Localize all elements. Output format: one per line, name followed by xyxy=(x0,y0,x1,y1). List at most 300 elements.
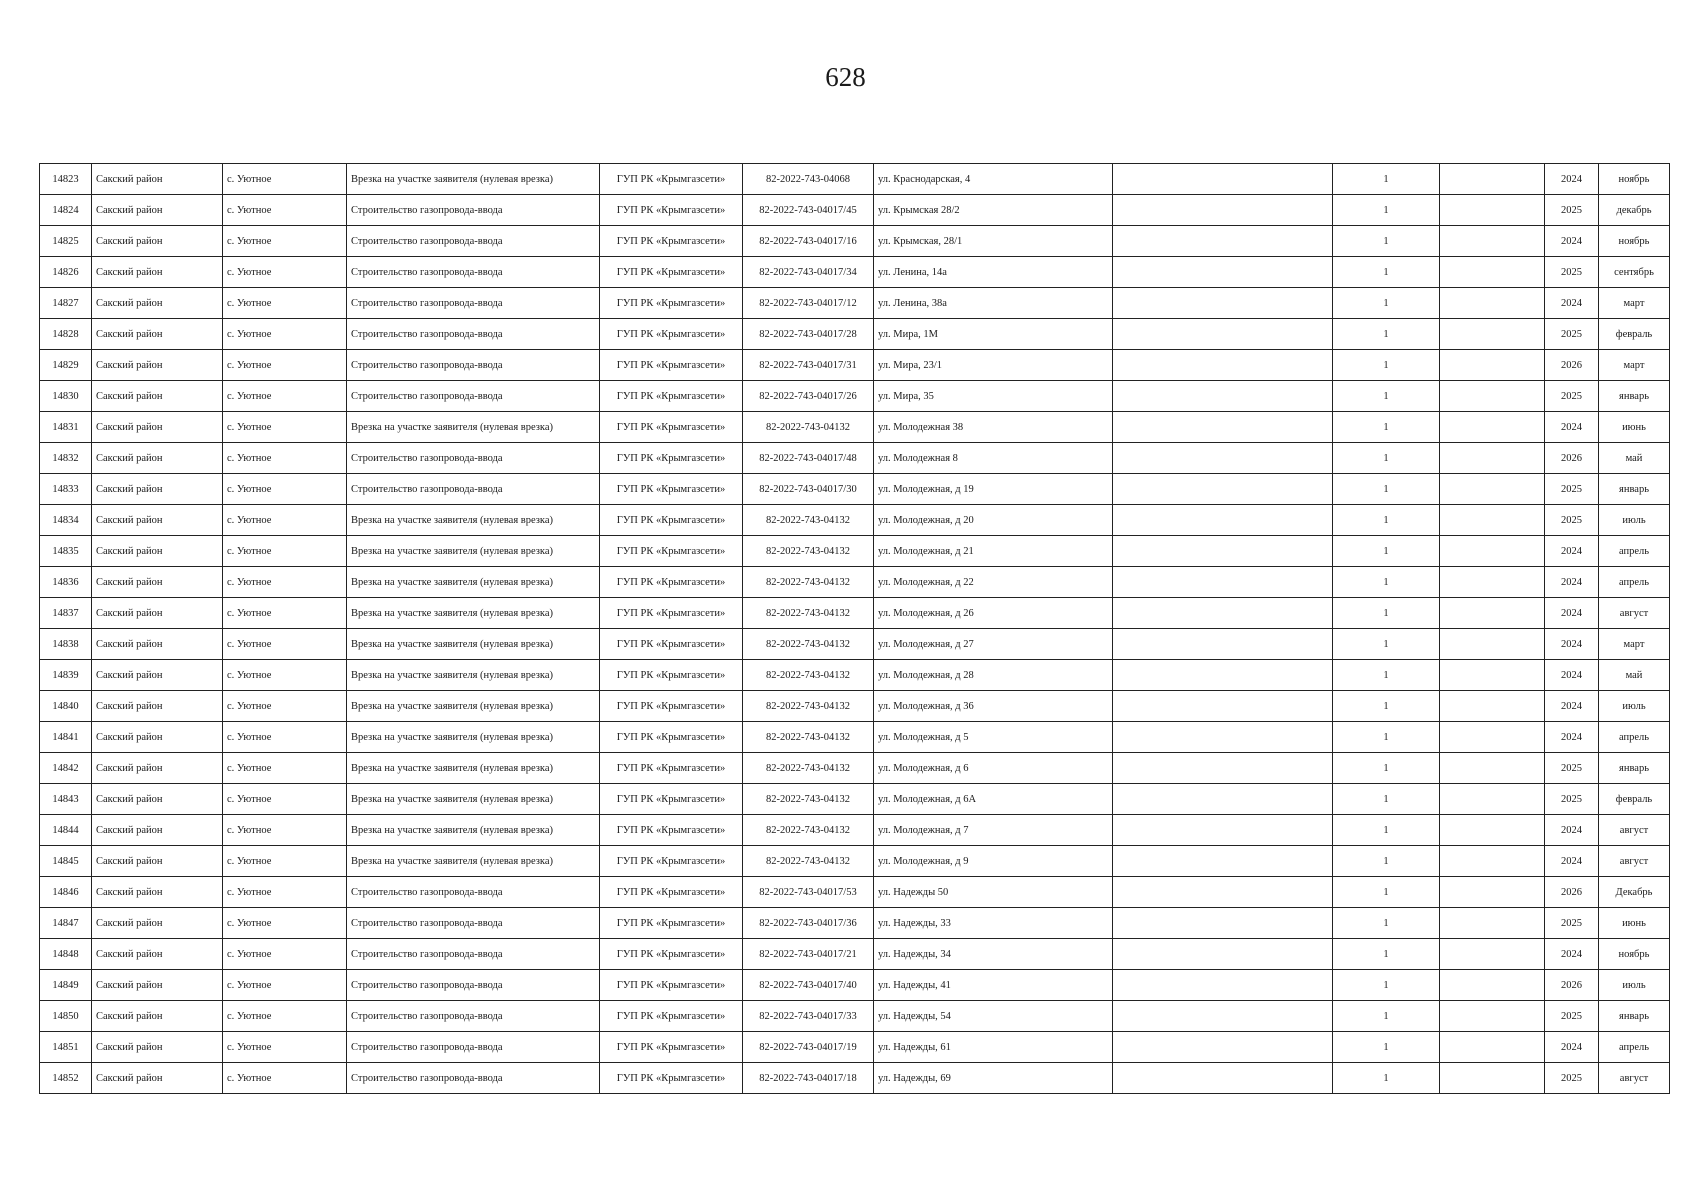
month-cell: май xyxy=(1599,660,1670,691)
month-cell: август xyxy=(1599,1063,1670,1094)
blank-cell xyxy=(1440,815,1545,846)
row-number: 14834 xyxy=(40,505,92,536)
quantity-cell: 1 xyxy=(1333,970,1440,1001)
blank-cell xyxy=(1440,288,1545,319)
organization-cell: ГУП РК «Крымгазсети» xyxy=(600,195,743,226)
village-cell: с. Уютное xyxy=(223,722,347,753)
year-cell: 2026 xyxy=(1545,877,1599,908)
row-number: 14844 xyxy=(40,815,92,846)
district-cell: Сакский район xyxy=(92,1001,223,1032)
application-code-cell: 82-2022-743-04132 xyxy=(743,753,874,784)
village-cell: с. Уютное xyxy=(223,567,347,598)
work-type-cell: Врезка на участке заявителя (нулевая врезка) xyxy=(347,660,600,691)
quantity-cell: 1 xyxy=(1333,164,1440,195)
year-cell: 2025 xyxy=(1545,505,1599,536)
application-code-cell: 82-2022-743-04017/40 xyxy=(743,970,874,1001)
address-cell: ул. Мира, 1М xyxy=(874,319,1113,350)
quantity-cell: 1 xyxy=(1333,598,1440,629)
blank-cell xyxy=(1113,288,1333,319)
blank-cell xyxy=(1440,226,1545,257)
address-cell: ул. Молодежная, д 9 xyxy=(874,846,1113,877)
table-row xyxy=(40,629,1670,660)
blank-cell xyxy=(1440,164,1545,195)
year-cell: 2024 xyxy=(1545,722,1599,753)
month-cell: апрель xyxy=(1599,567,1670,598)
village-cell: с. Уютное xyxy=(223,691,347,722)
application-code-cell: 82-2022-743-04017/30 xyxy=(743,474,874,505)
village-cell: с. Уютное xyxy=(223,195,347,226)
row-number: 14831 xyxy=(40,412,92,443)
address-cell: ул. Молодежная, д 22 xyxy=(874,567,1113,598)
work-type-cell: Строительство газопровода-ввода xyxy=(347,288,600,319)
application-code-cell: 82-2022-743-04017/28 xyxy=(743,319,874,350)
blank-cell xyxy=(1440,877,1545,908)
district-cell: Сакский район xyxy=(92,412,223,443)
table-row xyxy=(40,691,1670,722)
quantity-cell: 1 xyxy=(1333,1063,1440,1094)
blank-cell xyxy=(1113,1032,1333,1063)
organization-cell: ГУП РК «Крымгазсети» xyxy=(600,474,743,505)
year-cell: 2024 xyxy=(1545,567,1599,598)
village-cell: с. Уютное xyxy=(223,1001,347,1032)
organization-cell: ГУП РК «Крымгазсети» xyxy=(600,257,743,288)
district-cell: Сакский район xyxy=(92,288,223,319)
district-cell: Сакский район xyxy=(92,660,223,691)
row-number: 14847 xyxy=(40,908,92,939)
organization-cell: ГУП РК «Крымгазсети» xyxy=(600,1032,743,1063)
blank-cell xyxy=(1113,567,1333,598)
month-cell: июль xyxy=(1599,970,1670,1001)
application-code-cell: 82-2022-743-04132 xyxy=(743,505,874,536)
district-cell: Сакский район xyxy=(92,753,223,784)
organization-cell: ГУП РК «Крымгазсети» xyxy=(600,598,743,629)
application-code-cell: 82-2022-743-04132 xyxy=(743,629,874,660)
district-cell: Сакский район xyxy=(92,164,223,195)
quantity-cell: 1 xyxy=(1333,443,1440,474)
application-code-cell: 82-2022-743-04017/34 xyxy=(743,257,874,288)
row-number: 14838 xyxy=(40,629,92,660)
month-cell: Декабрь xyxy=(1599,877,1670,908)
row-number: 14828 xyxy=(40,319,92,350)
work-type-cell: Врезка на участке заявителя (нулевая врезка) xyxy=(347,784,600,815)
blank-cell xyxy=(1440,319,1545,350)
district-cell: Сакский район xyxy=(92,474,223,505)
table-row xyxy=(40,567,1670,598)
blank-cell xyxy=(1440,536,1545,567)
work-type-cell: Строительство газопровода-ввода xyxy=(347,350,600,381)
table-row xyxy=(40,1001,1670,1032)
village-cell: с. Уютное xyxy=(223,877,347,908)
blank-cell xyxy=(1440,939,1545,970)
organization-cell: ГУП РК «Крымгазсети» xyxy=(600,443,743,474)
table-row xyxy=(40,939,1670,970)
month-cell: декабрь xyxy=(1599,195,1670,226)
year-cell: 2024 xyxy=(1545,691,1599,722)
work-type-cell: Врезка на участке заявителя (нулевая врезка) xyxy=(347,505,600,536)
blank-cell xyxy=(1440,846,1545,877)
organization-cell: ГУП РК «Крымгазсети» xyxy=(600,629,743,660)
village-cell: с. Уютное xyxy=(223,381,347,412)
year-cell: 2024 xyxy=(1545,288,1599,319)
month-cell: сентябрь xyxy=(1599,257,1670,288)
organization-cell: ГУП РК «Крымгазсети» xyxy=(600,226,743,257)
work-type-cell: Строительство газопровода-ввода xyxy=(347,1032,600,1063)
blank-cell xyxy=(1440,753,1545,784)
organization-cell: ГУП РК «Крымгазсети» xyxy=(600,505,743,536)
district-cell: Сакский район xyxy=(92,567,223,598)
month-cell: апрель xyxy=(1599,1032,1670,1063)
address-cell: ул. Молодежная, д 26 xyxy=(874,598,1113,629)
year-cell: 2024 xyxy=(1545,536,1599,567)
district-cell: Сакский район xyxy=(92,505,223,536)
month-cell: апрель xyxy=(1599,536,1670,567)
month-cell: ноябрь xyxy=(1599,164,1670,195)
blank-cell xyxy=(1113,505,1333,536)
blank-cell xyxy=(1440,474,1545,505)
application-code-cell: 82-2022-743-04132 xyxy=(743,536,874,567)
work-type-cell: Строительство газопровода-ввода xyxy=(347,381,600,412)
row-number: 14830 xyxy=(40,381,92,412)
row-number: 14829 xyxy=(40,350,92,381)
district-cell: Сакский район xyxy=(92,629,223,660)
address-cell: ул. Молодежная, д 27 xyxy=(874,629,1113,660)
blank-cell xyxy=(1440,443,1545,474)
work-type-cell: Врезка на участке заявителя (нулевая врезка) xyxy=(347,753,600,784)
work-type-cell: Строительство газопровода-ввода xyxy=(347,474,600,505)
row-number: 14840 xyxy=(40,691,92,722)
district-cell: Сакский район xyxy=(92,598,223,629)
blank-cell xyxy=(1440,908,1545,939)
address-cell: ул. Молодежная, д 19 xyxy=(874,474,1113,505)
district-cell: Сакский район xyxy=(92,939,223,970)
blank-cell xyxy=(1440,1063,1545,1094)
address-cell: ул. Молодежная, д 7 xyxy=(874,815,1113,846)
district-cell: Сакский район xyxy=(92,443,223,474)
year-cell: 2026 xyxy=(1545,443,1599,474)
organization-cell: ГУП РК «Крымгазсети» xyxy=(600,846,743,877)
address-cell: ул. Крымская 28/2 xyxy=(874,195,1113,226)
organization-cell: ГУП РК «Крымгазсети» xyxy=(600,753,743,784)
blank-cell xyxy=(1440,257,1545,288)
blank-cell xyxy=(1113,257,1333,288)
row-number: 14845 xyxy=(40,846,92,877)
work-type-cell: Врезка на участке заявителя (нулевая врезка) xyxy=(347,691,600,722)
quantity-cell: 1 xyxy=(1333,474,1440,505)
quantity-cell: 1 xyxy=(1333,319,1440,350)
work-type-cell: Строительство газопровода-ввода xyxy=(347,257,600,288)
year-cell: 2024 xyxy=(1545,412,1599,443)
blank-cell xyxy=(1113,908,1333,939)
blank-cell xyxy=(1113,970,1333,1001)
quantity-cell: 1 xyxy=(1333,939,1440,970)
application-code-cell: 82-2022-743-04017/45 xyxy=(743,195,874,226)
year-cell: 2025 xyxy=(1545,1063,1599,1094)
address-cell: ул. Надежды, 54 xyxy=(874,1001,1113,1032)
organization-cell: ГУП РК «Крымгазсети» xyxy=(600,567,743,598)
year-cell: 2024 xyxy=(1545,1032,1599,1063)
quantity-cell: 1 xyxy=(1333,288,1440,319)
row-number: 14841 xyxy=(40,722,92,753)
address-cell: ул. Надежды, 34 xyxy=(874,939,1113,970)
quantity-cell: 1 xyxy=(1333,505,1440,536)
work-type-cell: Врезка на участке заявителя (нулевая врезка) xyxy=(347,722,600,753)
application-code-cell: 82-2022-743-04017/19 xyxy=(743,1032,874,1063)
quantity-cell: 1 xyxy=(1333,908,1440,939)
village-cell: с. Уютное xyxy=(223,164,347,195)
month-cell: февраль xyxy=(1599,319,1670,350)
row-number: 14827 xyxy=(40,288,92,319)
village-cell: с. Уютное xyxy=(223,1032,347,1063)
blank-cell xyxy=(1440,195,1545,226)
district-cell: Сакский район xyxy=(92,877,223,908)
table-row xyxy=(40,877,1670,908)
organization-cell: ГУП РК «Крымгазсети» xyxy=(600,164,743,195)
blank-cell xyxy=(1113,846,1333,877)
work-type-cell: Строительство газопровода-ввода xyxy=(347,1001,600,1032)
table-row xyxy=(40,350,1670,381)
month-cell: июнь xyxy=(1599,908,1670,939)
row-number: 14842 xyxy=(40,753,92,784)
table-row xyxy=(40,474,1670,505)
quantity-cell: 1 xyxy=(1333,412,1440,443)
row-number: 14824 xyxy=(40,195,92,226)
blank-cell xyxy=(1113,598,1333,629)
month-cell: июнь xyxy=(1599,412,1670,443)
application-code-cell: 82-2022-743-04017/31 xyxy=(743,350,874,381)
blank-cell xyxy=(1113,412,1333,443)
work-type-cell: Строительство газопровода-ввода xyxy=(347,195,600,226)
table-row xyxy=(40,257,1670,288)
blank-cell xyxy=(1440,412,1545,443)
row-number: 14851 xyxy=(40,1032,92,1063)
blank-cell xyxy=(1113,815,1333,846)
district-cell: Сакский район xyxy=(92,1032,223,1063)
year-cell: 2024 xyxy=(1545,846,1599,877)
district-cell: Сакский район xyxy=(92,536,223,567)
organization-cell: ГУП РК «Крымгазсети» xyxy=(600,350,743,381)
address-cell: ул. Надежды, 41 xyxy=(874,970,1113,1001)
work-type-cell: Врезка на участке заявителя (нулевая врезка) xyxy=(347,846,600,877)
application-code-cell: 82-2022-743-04132 xyxy=(743,722,874,753)
table-row xyxy=(40,319,1670,350)
blank-cell xyxy=(1440,1001,1545,1032)
village-cell: с. Уютное xyxy=(223,474,347,505)
application-code-cell: 82-2022-743-04132 xyxy=(743,784,874,815)
district-cell: Сакский район xyxy=(92,195,223,226)
work-type-cell: Строительство газопровода-ввода xyxy=(347,226,600,257)
table-row xyxy=(40,288,1670,319)
month-cell: январь xyxy=(1599,474,1670,505)
application-code-cell: 82-2022-743-04017/48 xyxy=(743,443,874,474)
row-number: 14837 xyxy=(40,598,92,629)
quantity-cell: 1 xyxy=(1333,195,1440,226)
blank-cell xyxy=(1440,629,1545,660)
month-cell: июль xyxy=(1599,691,1670,722)
address-cell: ул. Краснодарская, 4 xyxy=(874,164,1113,195)
blank-cell xyxy=(1113,722,1333,753)
blank-cell xyxy=(1113,164,1333,195)
table-row xyxy=(40,443,1670,474)
village-cell: с. Уютное xyxy=(223,226,347,257)
district-cell: Сакский район xyxy=(92,691,223,722)
district-cell: Сакский район xyxy=(92,908,223,939)
address-cell: ул. Надежды, 61 xyxy=(874,1032,1113,1063)
year-cell: 2024 xyxy=(1545,815,1599,846)
work-type-cell: Врезка на участке заявителя (нулевая врезка) xyxy=(347,164,600,195)
application-code-cell: 82-2022-743-04132 xyxy=(743,660,874,691)
table-row xyxy=(40,1032,1670,1063)
year-cell: 2025 xyxy=(1545,908,1599,939)
row-number: 14839 xyxy=(40,660,92,691)
row-number: 14852 xyxy=(40,1063,92,1094)
village-cell: с. Уютное xyxy=(223,908,347,939)
year-cell: 2025 xyxy=(1545,784,1599,815)
district-cell: Сакский район xyxy=(92,350,223,381)
village-cell: с. Уютное xyxy=(223,319,347,350)
application-code-cell: 82-2022-743-04017/16 xyxy=(743,226,874,257)
blank-cell xyxy=(1440,381,1545,412)
blank-cell xyxy=(1440,691,1545,722)
blank-cell xyxy=(1113,443,1333,474)
village-cell: с. Уютное xyxy=(223,257,347,288)
village-cell: с. Уютное xyxy=(223,505,347,536)
month-cell: март xyxy=(1599,288,1670,319)
row-number: 14836 xyxy=(40,567,92,598)
quantity-cell: 1 xyxy=(1333,753,1440,784)
year-cell: 2026 xyxy=(1545,350,1599,381)
application-code-cell: 82-2022-743-04132 xyxy=(743,598,874,629)
address-cell: ул. Ленина, 14а xyxy=(874,257,1113,288)
village-cell: с. Уютное xyxy=(223,598,347,629)
work-type-cell: Врезка на участке заявителя (нулевая врезка) xyxy=(347,629,600,660)
quantity-cell: 1 xyxy=(1333,629,1440,660)
work-type-cell: Строительство газопровода-ввода xyxy=(347,908,600,939)
village-cell: с. Уютное xyxy=(223,815,347,846)
month-cell: март xyxy=(1599,350,1670,381)
quantity-cell: 1 xyxy=(1333,846,1440,877)
work-type-cell: Врезка на участке заявителя (нулевая врезка) xyxy=(347,815,600,846)
work-type-cell: Врезка на участке заявителя (нулевая врезка) xyxy=(347,536,600,567)
address-cell: ул. Молодежная, д 28 xyxy=(874,660,1113,691)
village-cell: с. Уютное xyxy=(223,288,347,319)
row-number: 14826 xyxy=(40,257,92,288)
blank-cell xyxy=(1440,784,1545,815)
table-row xyxy=(40,505,1670,536)
quantity-cell: 1 xyxy=(1333,381,1440,412)
district-cell: Сакский район xyxy=(92,381,223,412)
quantity-cell: 1 xyxy=(1333,257,1440,288)
table-row xyxy=(40,412,1670,443)
table-row xyxy=(40,815,1670,846)
district-cell: Сакский район xyxy=(92,970,223,1001)
blank-cell xyxy=(1113,877,1333,908)
blank-cell xyxy=(1440,970,1545,1001)
work-type-cell: Строительство газопровода-ввода xyxy=(347,877,600,908)
work-type-cell: Врезка на участке заявителя (нулевая врезка) xyxy=(347,412,600,443)
village-cell: с. Уютное xyxy=(223,660,347,691)
village-cell: с. Уютное xyxy=(223,939,347,970)
application-code-cell: 82-2022-743-04132 xyxy=(743,815,874,846)
quantity-cell: 1 xyxy=(1333,722,1440,753)
page-number: 628 xyxy=(825,62,866,92)
organization-cell: ГУП РК «Крымгазсети» xyxy=(600,1001,743,1032)
address-cell: ул. Молодежная, д 21 xyxy=(874,536,1113,567)
year-cell: 2024 xyxy=(1545,629,1599,660)
row-number: 14849 xyxy=(40,970,92,1001)
blank-cell xyxy=(1113,195,1333,226)
blank-cell xyxy=(1113,753,1333,784)
work-type-cell: Строительство газопровода-ввода xyxy=(347,939,600,970)
organization-cell: ГУП РК «Крымгазсети» xyxy=(600,970,743,1001)
year-cell: 2025 xyxy=(1545,319,1599,350)
district-cell: Сакский район xyxy=(92,257,223,288)
blank-cell xyxy=(1113,629,1333,660)
table-row xyxy=(40,846,1670,877)
year-cell: 2025 xyxy=(1545,381,1599,412)
work-type-cell: Строительство газопровода-ввода xyxy=(347,443,600,474)
application-code-cell: 82-2022-743-04017/33 xyxy=(743,1001,874,1032)
month-cell: март xyxy=(1599,629,1670,660)
village-cell: с. Уютное xyxy=(223,1063,347,1094)
row-number: 14846 xyxy=(40,877,92,908)
address-cell: ул. Ленина, 38а xyxy=(874,288,1113,319)
row-number: 14848 xyxy=(40,939,92,970)
application-code-cell: 82-2022-743-04132 xyxy=(743,691,874,722)
blank-cell xyxy=(1113,319,1333,350)
quantity-cell: 1 xyxy=(1333,660,1440,691)
application-code-cell: 82-2022-743-04132 xyxy=(743,567,874,598)
quantity-cell: 1 xyxy=(1333,877,1440,908)
blank-cell xyxy=(1113,939,1333,970)
year-cell: 2024 xyxy=(1545,226,1599,257)
quantity-cell: 1 xyxy=(1333,1001,1440,1032)
address-cell: ул. Надежды, 33 xyxy=(874,908,1113,939)
year-cell: 2024 xyxy=(1545,164,1599,195)
address-cell: ул. Мира, 35 xyxy=(874,381,1113,412)
table-row xyxy=(40,753,1670,784)
application-code-cell: 82-2022-743-04132 xyxy=(743,846,874,877)
work-type-cell: Врезка на участке заявителя (нулевая врезка) xyxy=(347,567,600,598)
table-row xyxy=(40,164,1670,195)
table-row xyxy=(40,660,1670,691)
address-cell: ул. Надежды 50 xyxy=(874,877,1113,908)
blank-cell xyxy=(1440,722,1545,753)
work-type-cell: Строительство газопровода-ввода xyxy=(347,319,600,350)
row-number: 14850 xyxy=(40,1001,92,1032)
row-number: 14843 xyxy=(40,784,92,815)
month-cell: февраль xyxy=(1599,784,1670,815)
blank-cell xyxy=(1113,660,1333,691)
table-row xyxy=(40,908,1670,939)
quantity-cell: 1 xyxy=(1333,784,1440,815)
organization-cell: ГУП РК «Крымгазсети» xyxy=(600,288,743,319)
quantity-cell: 1 xyxy=(1333,815,1440,846)
table-row xyxy=(40,784,1670,815)
organization-cell: ГУП РК «Крымгазсети» xyxy=(600,939,743,970)
blank-cell xyxy=(1113,536,1333,567)
village-cell: с. Уютное xyxy=(223,846,347,877)
blank-cell xyxy=(1440,505,1545,536)
organization-cell: ГУП РК «Крымгазсети» xyxy=(600,381,743,412)
blank-cell xyxy=(1113,350,1333,381)
blank-cell xyxy=(1440,660,1545,691)
month-cell: январь xyxy=(1599,753,1670,784)
month-cell: апрель xyxy=(1599,722,1670,753)
organization-cell: ГУП РК «Крымгазсети» xyxy=(600,722,743,753)
address-cell: ул. Мира, 23/1 xyxy=(874,350,1113,381)
year-cell: 2024 xyxy=(1545,939,1599,970)
organization-cell: ГУП РК «Крымгазсети» xyxy=(600,691,743,722)
